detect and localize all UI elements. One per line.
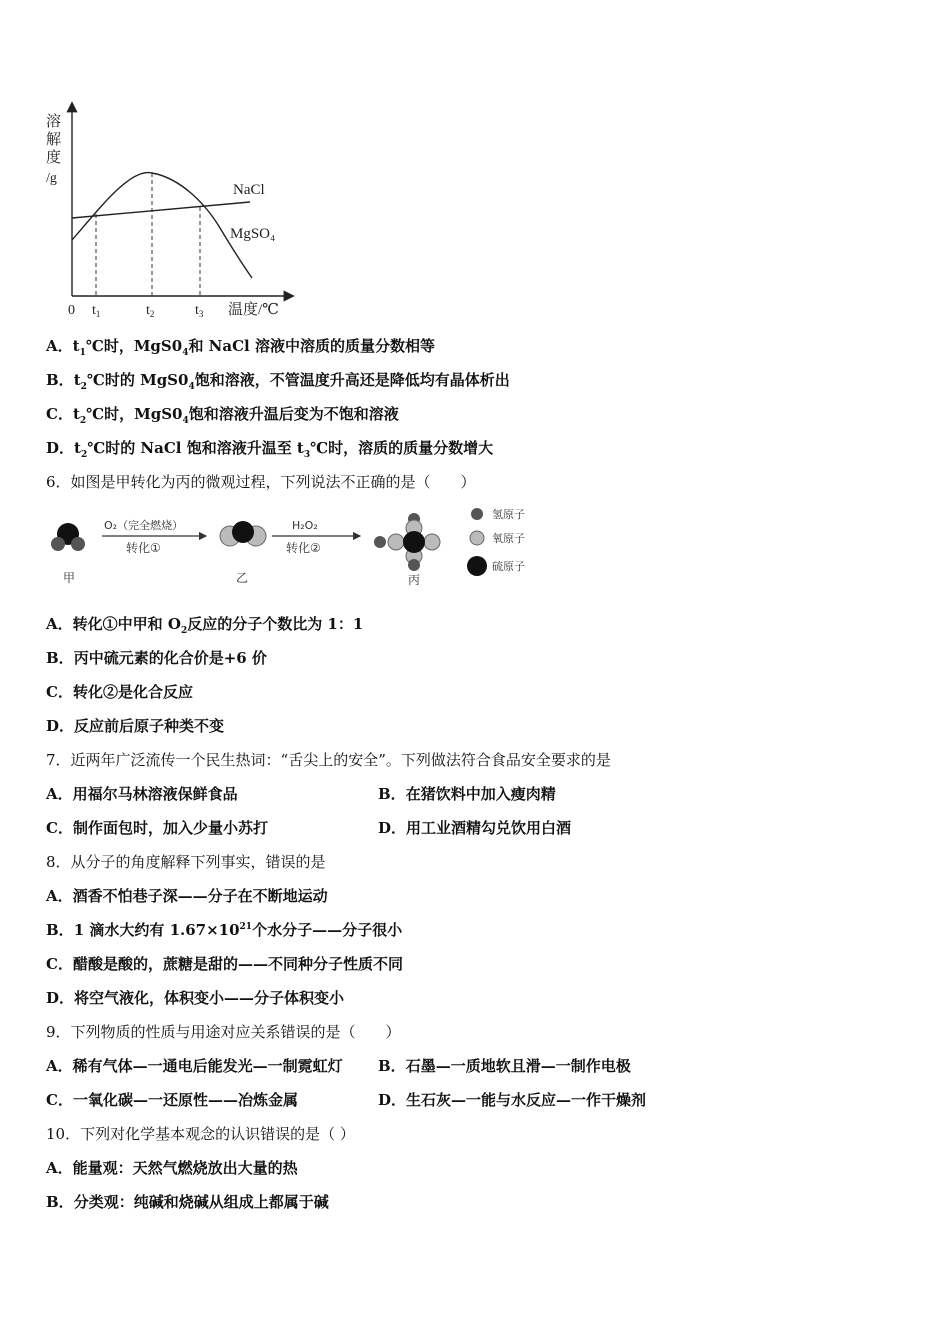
arrow2-bottom-label: 转化② — [286, 541, 321, 555]
q8-option-d: D．将空气液化，体积变小——分子体积变小 — [46, 989, 345, 1007]
q7-option-c: C．制作面包时，加入少量小苏打 — [46, 819, 268, 837]
y-label-char: 溶 — [46, 114, 62, 130]
series-label-mgso4: MgSO₄ — [230, 226, 276, 242]
q6-option-c: C．转化②是化合反应 — [46, 683, 193, 701]
q6-stem: 6．如图是甲转化为丙的微观过程，下列说法不正确的是（ ） — [46, 473, 476, 491]
label-bing: 丙 — [408, 573, 421, 587]
arrow1-top-label: O₂（完全燃烧） — [104, 519, 184, 532]
q9-option-a: A．稀有气体—一通电后能发光—一制霓虹灯 — [46, 1057, 343, 1075]
q5-option-a: A．$t_1℃$时，$MgS0_4$和 NaCl 溶液中溶质的质量分数相等 — [46, 337, 435, 358]
q5-option-c: C．$t_2℃$时，$MgS0_4$饱和溶液升温后变为不饱和溶液 — [46, 405, 399, 426]
x-tick-label: $t_1$ — [92, 303, 101, 319]
y-label-char: 度 — [46, 150, 62, 166]
q7-stem: 7．近两年广泛流传一个民生热词：“舌尖上的安全”。下列做法符合食品安全要求的是 — [46, 751, 611, 769]
legend-s: 硫原子 — [492, 560, 525, 573]
q7-option-d: D．用工业酒精勾兑饮用白酒 — [378, 819, 572, 837]
label-jia: 甲 — [63, 571, 76, 585]
q10-stem: 10．下列对化学基本观念的认识错误的是（ ） — [46, 1125, 355, 1143]
solubility-chart — [40, 98, 310, 328]
mgso4-curve — [72, 173, 252, 278]
legend-h: 氢原子 — [492, 508, 525, 521]
series-label-nacl: NaCl — [233, 182, 265, 198]
q7-option-b: B．在猪饮料中加入瘦肉精 — [378, 785, 556, 803]
q9-option-d: D．生石灰—一能与水反应—一作干燥剂 — [378, 1091, 647, 1109]
x-axis-label: 温度/℃ — [228, 302, 279, 318]
molecule-jia — [51, 523, 85, 551]
y-label-char: 解 — [46, 132, 62, 148]
q9-option-b: B．石墨—一质地软且滑—一制作电极 — [378, 1057, 631, 1075]
label-yi: 乙 — [236, 571, 249, 585]
q10-option-b: B．分类观：纯碱和烧碱从组成上都属于碱 — [46, 1193, 329, 1211]
q7-option-a: A．用福尔马林溶液保鲜食品 — [46, 785, 238, 803]
q8-option-a: A．酒香不怕巷子深——分子在不断地运动 — [46, 887, 328, 905]
q8-option-b: B．1 滴水大约有 $1.67\times 10^{21}$个水分子——分子很小 — [46, 921, 403, 939]
q8-stem: 8．从分子的角度解释下列事实，错误的是 — [46, 853, 326, 871]
arrow2-top-label: H₂O₂ — [292, 519, 318, 532]
x-tick-label: $t_2$ — [146, 303, 155, 319]
origin-label: 0 — [68, 303, 75, 318]
legend-o: 氧原子 — [492, 532, 525, 545]
q6-option-d: D．反应前后原子种类不变 — [46, 717, 225, 735]
q5-option-b: B．$t_2℃$时的 $MgS0_4$饱和溶液，不管温度升高还是降低均有晶体析出 — [46, 371, 510, 392]
q9-option-c: C．一氧化碳—一还原性——冶炼金属 — [46, 1091, 298, 1109]
q6-option-a: A．转化①中甲和 $O_2$反应的分子个数比为 1：1 — [46, 615, 364, 636]
q5-option-d: D．$t_2℃$时的 NaCl 饱和溶液升温至 $t_3℃$时，溶质的质量分数增大 — [46, 439, 494, 460]
q10-option-a: A．能量观：天然气燃烧放出大量的热 — [46, 1159, 298, 1177]
molecule-bing — [374, 513, 440, 571]
x-tick-label: $t_3$ — [195, 303, 204, 319]
q9-stem: 9．下列物质的性质与用途对应关系错误的是（ ） — [46, 1023, 401, 1041]
y-label-char: /g — [46, 171, 57, 186]
molecule-yi — [220, 521, 266, 546]
arrow1-bottom-label: 转化① — [126, 541, 161, 555]
q8-option-c: C．醋酸是酸的，蔗糖是甜的——不同种分子性质不同 — [46, 955, 403, 973]
q6-option-b: B．丙中硫元素的化合价是+6 价 — [46, 649, 267, 667]
reaction-diagram — [40, 498, 540, 594]
